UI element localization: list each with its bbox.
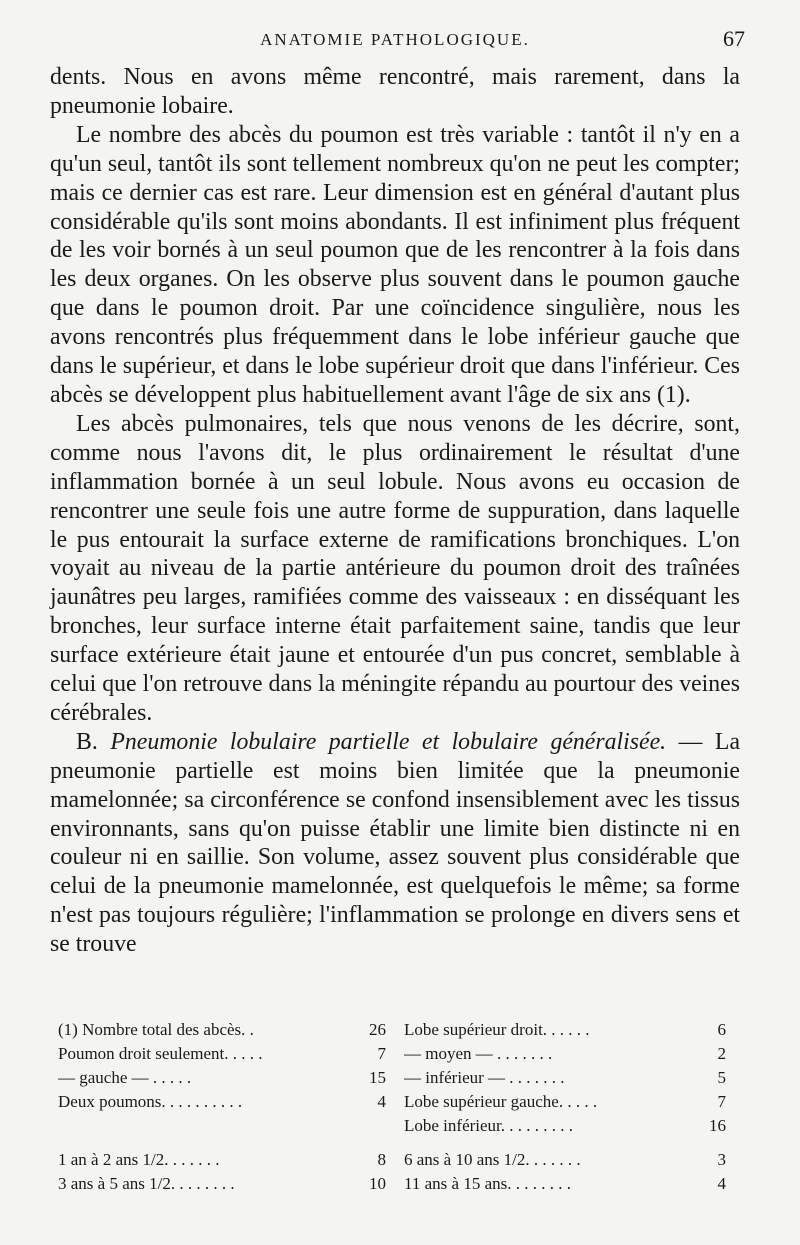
footnote-right-label: Lobe supérieur droit. . . . . . bbox=[404, 1020, 590, 1039]
footnote-right-value: 7 bbox=[717, 1092, 726, 1111]
footnote-left-label: — gauche — . . . . . bbox=[58, 1068, 192, 1087]
footnote-left-label: Poumon droit seulement. . . . . bbox=[58, 1044, 263, 1063]
running-title: ANATOMIE PATHOLOGIQUE. bbox=[260, 30, 530, 49]
footnote-left-value: 15 bbox=[369, 1068, 386, 1087]
body-text bbox=[50, 63, 740, 959]
footnote-right-label: 11 ans à 15 ans. . . . . . . . bbox=[404, 1174, 571, 1193]
footnote-right-value: 16 bbox=[709, 1116, 726, 1135]
footnote-right-label: Lobe supérieur gauche. . . . . bbox=[404, 1092, 598, 1111]
footnote-row bbox=[58, 1018, 726, 1042]
paragraph-section-b bbox=[50, 728, 740, 959]
footnote-left-value: 10 bbox=[369, 1174, 386, 1193]
footnote-left-label: Deux poumons. . . . . . . . . . bbox=[58, 1092, 243, 1111]
section-b-title: Pneumonie lobulaire partielle et lobulaire généralisée. bbox=[110, 728, 667, 755]
footnote bbox=[58, 1018, 726, 1196]
footnote-row bbox=[58, 1114, 726, 1138]
paragraph-continuation: dents. Nous en avons même rencontré, mais rarement, dans la pneumonie lobaire. bbox=[50, 64, 740, 119]
footnote-left-value: 7 bbox=[377, 1044, 386, 1063]
footnote-right-value: 4 bbox=[717, 1174, 726, 1193]
footnote-row bbox=[58, 1172, 726, 1196]
footnote-right-value: 2 bbox=[717, 1044, 726, 1063]
footnote-left-value: 26 bbox=[369, 1020, 386, 1039]
page-number: 67 bbox=[723, 26, 745, 51]
footnote-left-label: 3 ans à 5 ans 1/2. . . . . . . . bbox=[58, 1174, 235, 1193]
footnote-left-value bbox=[364, 1114, 386, 1138]
footnote-right-value: 3 bbox=[717, 1150, 726, 1169]
footnote-left-label: 1 an à 2 ans 1/2. . . . . . . bbox=[58, 1150, 220, 1169]
footnote-left-value: 4 bbox=[377, 1092, 386, 1111]
footnote-right-label: 6 ans à 10 ans 1/2. . . . . . . bbox=[404, 1150, 581, 1169]
paragraph-abces-nombre: Le nombre des abcès du poumon est très variable : tantôt il n'y en a qu'un seul, tantôt ils sont tellement nombreux qu'on ne peut les compter; mais ce dernier cas est rare. Leur dimension est en général d'autant plus considérable qu'ils sont moins abondants. Il est infiniment plus fréquent de les voir bornés à un seul poumon que de les rencontrer à la fois dans les deux organes. On les observe plus souvent dans le poumon gauche que dans le poumon droit. Par une coïncidence singulière, nous les avons rencontrés plus fréquemment dans le lobe inférieur gauche que dans le supérieur, et dans le lobe supérieur droit que dans l'inférieur. Ces abcès se développent plus habituellement avant l'âge de six ans (1). bbox=[50, 121, 740, 408]
footnote-left-label: (1) Nombre total des abcès. . bbox=[58, 1020, 254, 1039]
footnote-right-label: — moyen — . . . . . . . bbox=[404, 1044, 553, 1063]
footnote-left-value: 8 bbox=[377, 1150, 386, 1169]
footnote-row bbox=[58, 1066, 726, 1090]
section-b-text: La pneumonie partielle est moins bien limitée que la pneumonie mamelonnée; sa circonférence se confond insensiblement avec les tissus environnants, sans qu'on puisse établir une limite bien distincte ni en couleur ni en saillie. Son volume, assez souvent plus considérable que celui de la pneumonie mamelonnée, est quelquefois le même; sa forme n'est pas toujours régulière; l'inflammation se prolonge en divers sens et se trouve bbox=[50, 728, 741, 958]
section-b-label: B. bbox=[76, 728, 98, 755]
footnote-right-value: 5 bbox=[717, 1068, 726, 1087]
footnote-row bbox=[58, 1090, 726, 1114]
footnote-right-label: — inférieur — . . . . . . . bbox=[404, 1068, 565, 1087]
footnote-row bbox=[58, 1042, 726, 1066]
section-b-dash: — bbox=[666, 728, 715, 755]
page-header bbox=[50, 26, 745, 60]
footnote-right-value: 6 bbox=[717, 1020, 726, 1039]
footnote-right-label: Lobe inférieur. . . . . . . . . bbox=[404, 1116, 574, 1135]
footnote-row bbox=[58, 1148, 726, 1172]
paragraph-abces-pulmonaires: Les abcès pulmonaires, tels que nous venons de les décrire, sont, comme nous l'avons dit, le plus ordinairement le résultat d'une inflammation bornée à un seul lobule. Nous avons eu occasion de rencontrer une seule fois une autre forme de suppuration, dans laquelle le pus entourait la surface externe de ramifications bronchiques. L'on voyait au niveau de la partie antérieure du poumon droit des traînées jaunâtres peu larges, ramifiées comme des vaisseaux : en disséquant les bronches, leur surface interne était parfaitement saine, tandis que leur surface extérieure était jaune et entourée d'un pus concret, semblable à celui que l'on retrouve dans la méningite répandu au pourtour des veines cérébrales. bbox=[50, 410, 740, 726]
